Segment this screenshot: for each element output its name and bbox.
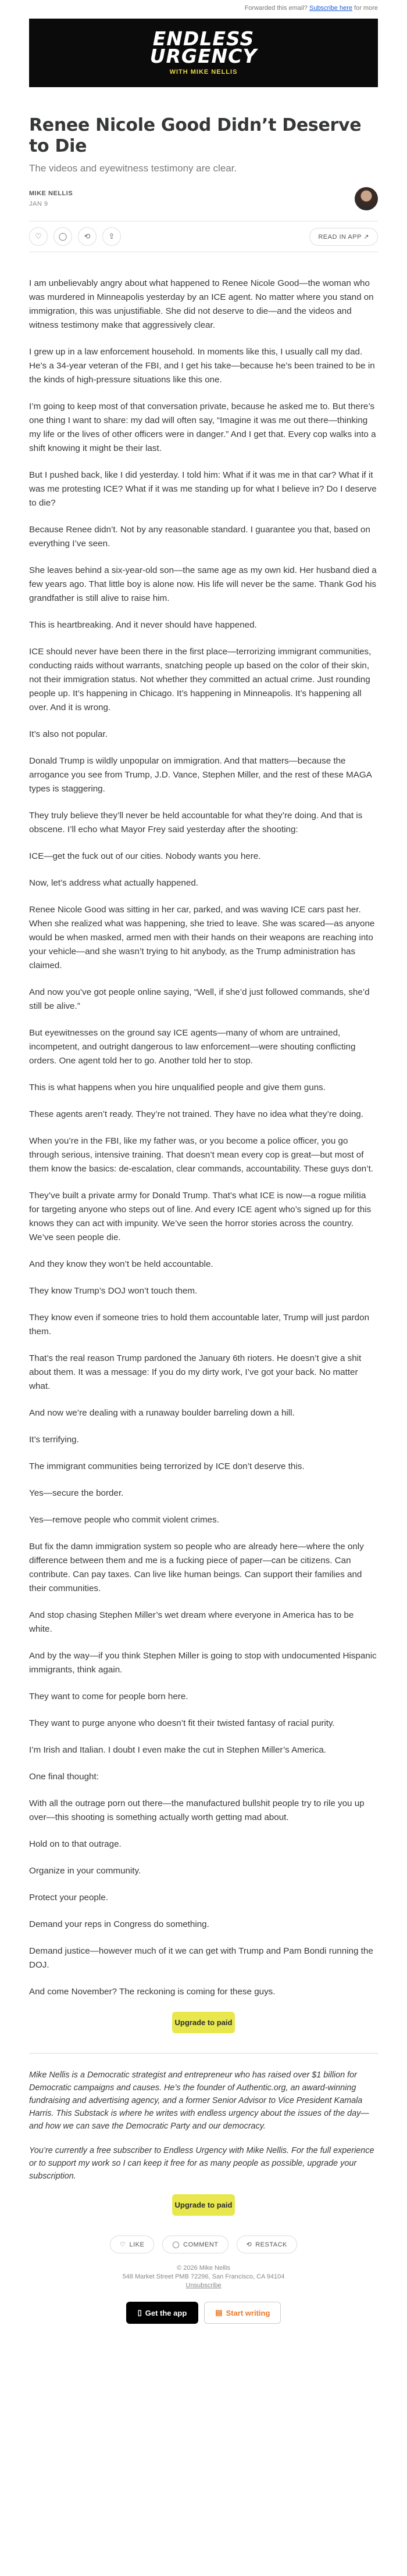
comment-label: COMMENT [183,2241,219,2248]
read-in-app-label: READ IN APP [318,233,362,241]
restack-button[interactable] [237,2235,297,2253]
body-paragraph: The immigrant communities being terrorized by ICE don’t deserve this. [29,1461,305,1471]
body-paragraph: They’ve built a private army for Donald Trump. That’s what ICE is now—a rogue militia for targeting anyone who steps out of line. And every ICE agent who’s signed up for this knows they can act with impunity. We’ve seen the horror stories across the country. We’ve seen people die. [29,1191,372,1242]
body-paragraph: ICE—get the fuck out of our cities. Nobody wants you here. [29,851,261,861]
start-writing-label: Start writing [226,2308,270,2317]
body-paragraph: This is heartbreaking. And it never should have happened. [29,620,257,630]
like-icon[interactable]: ♡ [29,227,48,246]
upgrade-button-bottom[interactable]: Upgrade to paid [172,2194,235,2216]
body-paragraph: It’s terrifying. [29,1435,79,1445]
restack-icon[interactable]: ⟲ [78,227,97,246]
copyright: © 2026 Mike Nellis [177,2265,230,2272]
heart-icon: ♡ [120,2241,126,2248]
body-paragraph: And now we’re dealing with a runaway boulder barreling down a hill. [29,1408,295,1418]
subscription-note: You’re currently a free subscriber to Endless Urgency with Mike Nellis. For the full experience or to support my work so I can keep it free for as many people as possible, upgrade your subscription. [29,2146,374,2181]
body-paragraph: Yes—remove people who commit violent crimes. [29,1515,219,1525]
body-paragraph: With all the outrage porn out there—the manufactured bullshit people try to rile you up over—this shooting is something actually worth getting mad about. [29,1798,365,1822]
like-label: LIKE [129,2241,145,2248]
body-paragraph: These agents aren’t ready. They’re not trained. They have no idea what they’re doing. [29,1109,363,1119]
body-paragraph: ICE should never have been there in the first place—terrorizing immigrant communities, conducting raids without warrants, snatching people up based on the color of their skin, not their immigration status. Not whether they committed an actual crime. Just rounding people up. It’s happening in Chicago. It’s happening in Minneapolis. It’s happening all over. And it is wrong. [29,647,372,712]
body-paragraph: They want to purge anyone who doesn’t fit their twisted fantasy of racial purity. [29,1718,335,1728]
body-paragraph: I am unbelievably angry about what happened to Renee Nicole Good—the woman who was murdered in Minneapolis yesterday by an ICE agent. No matter where you stand on immigration, this was unjustifiable. She did not deserve to die—and the videos and witness testimony make that aggressively clear. [29,278,374,330]
body-paragraph: I’m going to keep most of that conversation private, because he asked me to. But there’s one thing I want to share: my dad will often say, “Imagine it was me out there—thinking my life or the lives of other officers were in danger.” And I get that. Every cop walks into a shift knowing it might be their last. [29,402,376,453]
byline [29,187,378,210]
post-subtitle: The videos and eyewitness testimony are clear. [29,163,237,174]
banner-line3: WITH MIKE NELLIS [169,69,238,76]
publication-banner[interactable] [29,19,378,87]
body-paragraph: Protect your people. [29,1893,108,1903]
post-body [29,277,378,1999]
body-paragraph: It’s also not popular. [29,729,108,739]
post-container [29,115,378,2324]
author-bio [29,2069,378,2183]
body-paragraph: They want to come for people born here. [29,1692,188,1701]
start-writing-button[interactable] [204,2302,281,2324]
footer [29,2264,378,2290]
substack-logo-icon: ▤ [215,2308,223,2317]
body-paragraph: They truly believe they’ll never be held accountable for what they’re doing. And that is obscene. I’ll echo what Mayor Frey said yesterday after the shooting: [29,811,363,834]
body-paragraph: And come November? The reckoning is coming for these guys. [29,1987,276,1997]
body-paragraph: Hold on to that outrage. [29,1839,122,1849]
get-app-label: Get the app [145,2308,187,2317]
body-paragraph: Demand justice—however much of it we can get with Trump and Pam Bondi running the DOJ. [29,1946,373,1970]
comment-icon[interactable]: ◯ [53,227,72,246]
author-name[interactable]: MIKE NELLIS [29,190,73,197]
like-button[interactable] [110,2235,154,2253]
body-paragraph: I’m Irish and Italian. I doubt I even make the cut in Stephen Miller’s America. [29,1745,327,1755]
body-paragraph: And stop chasing Stephen Miller’s wet dream where everyone in America has to be white. [29,1610,354,1634]
body-paragraph: But fix the damn immigration system so people who are already here—where the only difference between them and me is a fucking piece of paper—can be citizens. Can contribute. Can pay taxes. Can live like human beings. Can support their families and their communities. [29,1542,364,1593]
post-title[interactable]: Renee Nicole Good Didn’t Deserve to Die [29,115,362,156]
forward-note [0,0,407,16]
body-paragraph: And they know they won’t be held accountable. [29,1259,213,1269]
body-paragraph: Organize in your community. [29,1866,141,1876]
restack-arrows-icon: ⟲ [246,2241,252,2248]
unsubscribe-link[interactable]: Unsubscribe [185,2282,222,2289]
phone-icon: ▯ [137,2308,142,2317]
banner-line1: ENDLESS [152,27,255,50]
body-paragraph: Now, let’s address what actually happened. [29,878,198,888]
post-date: JAN 9 [29,200,48,207]
body-paragraph: They know even if someone tries to hold them accountable later, Trump will just pardon them. [29,1313,370,1337]
bio-paragraph: Mike Nellis is a Democratic strategist and entrepreneur who has raised over $1 billion for Democratic campaigns and causes. He’s the founder of Authentic.org, an award-winning fundraising and advertising agency, and a former Senior Advisor to Vice President Kamala Harris. This Substack is where he writes with endless urgency about the issues of the day—and how we can save the Democratic Party and our democracy. [29,2070,369,2131]
app-ctas [29,2302,378,2324]
address: 548 Market Street PMB 72296, San Francisco, CA 94104 [122,2273,285,2280]
restack-label: RESTACK [255,2241,287,2248]
banner-line2: URGENCY [149,45,258,67]
body-paragraph: Donald Trump is wildly unpopular on immigration. And that matters—because the arrogance you see from Trump, J.D. Vance, Stephen Miller, and the rest of these MAGA types is staggering. [29,756,372,794]
share-icon[interactable]: ⇪ [102,227,121,246]
forward-suffix: for more [352,5,378,12]
comment-bubble-icon: ◯ [172,2241,180,2248]
upgrade-button[interactable]: Upgrade to paid [172,2012,235,2033]
body-paragraph: One final thought: [29,1772,99,1782]
body-paragraph: She leaves behind a six-year-old son—the same age as my own kid. Her husband died a few years ago. That little boy is alone now. His life will never be the same. Thank God his grandfather is still alive to raise him. [29,565,377,603]
forward-text: Forwarded this email? [244,5,309,12]
body-paragraph: And now you’ve got people online saying, “Well, if she’d just followed commands, she’d still be alive.” [29,987,370,1011]
body-paragraph: Yes—secure the border. [29,1488,124,1498]
body-paragraph: Demand your reps in Congress do something. [29,1919,209,1929]
body-paragraph: Renee Nicole Good was sitting in her car, parked, and was waving ICE cars past her. When she realized what was happening, she tried to leave. She was scared—as anyone would be when masked, armed men with their hands on their weapons are reaching into your vehicle—and she wasn’t trying to hit anybody, as the Trump administration has claimed. [29,905,375,970]
body-paragraph: I grew up in a law enforcement household. In moments like this, I usually call my dad. He’s a 34-year veteran of the FBI, and I get his take—because he’s been trained to be in the kinds of high-pressure situations like this one. [29,347,375,385]
body-paragraph: Because Renee didn’t. Not by any reasonable standard. I guarantee you that, based on everything I’ve seen. [29,525,370,549]
post-actions-bar [29,221,378,252]
body-paragraph: That’s the real reason Trump pardoned the January 6th rioters. He doesn’t give a shit about them. It was a message: If you do my dirty work, I’ve got your back. No matter what. [29,1353,362,1391]
get-app-button[interactable] [126,2302,199,2324]
body-paragraph: But I pushed back, like I did yesterday. I told him: What if it was me in that car? What if it was me protesting ICE? What if it was me standing up for what I believe in? Do I deserve to die? [29,470,377,508]
body-paragraph: This is what happens when you hire unqualified people and give them guns. [29,1083,326,1092]
external-arrow-icon: ↗ [363,233,369,241]
body-paragraph: When you’re in the FBI, like my father was, or you become a police officer, you go through serious, intensive training. That doesn’t mean every cop is great—but most of them know the basics: de-escalation, clear commands, accountability. These guys don’t. [29,1136,374,1174]
body-paragraph: And by the way—if you think Stephen Miller is going to stop with undocumented Hispanic immigrants, think again. [29,1651,377,1675]
reactions-row [29,2235,378,2253]
subscribe-link[interactable]: Subscribe here [309,5,352,12]
author-avatar[interactable] [355,187,378,210]
section-divider [29,2053,378,2054]
body-paragraph: But eyewitnesses on the ground say ICE agents—many of whom are untrained, incompetent, and outright dangerous to law enforcement—were shouting conflicting orders. One agent told her to go. Another told her to stop. [29,1028,356,1066]
body-paragraph: They know Trump’s DOJ won’t touch them. [29,1286,198,1296]
read-in-app-button[interactable] [309,228,378,246]
comment-button[interactable] [162,2235,228,2253]
